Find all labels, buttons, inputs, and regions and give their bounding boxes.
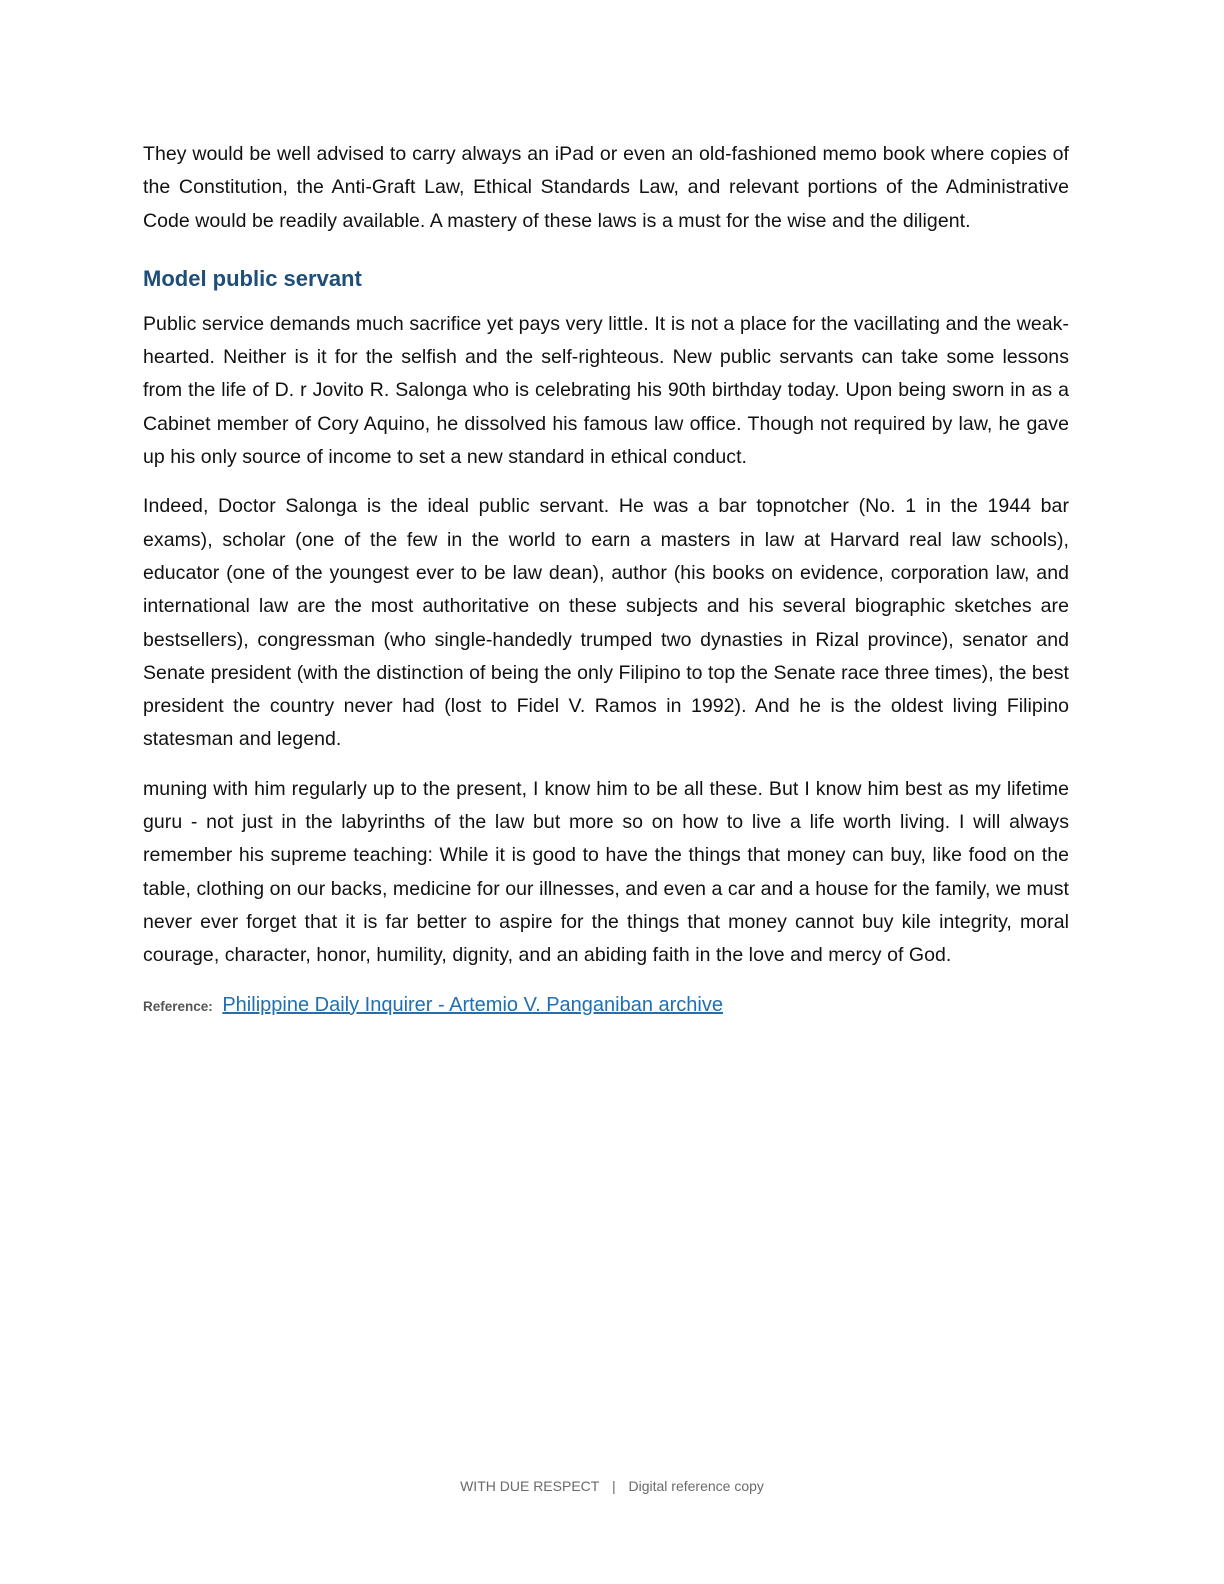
document-body	[143, 138, 1069, 1021]
page-footer	[0, 1478, 1224, 1494]
reference-label: Reference:	[143, 998, 213, 1014]
reference-line	[143, 991, 1069, 1021]
paragraph-ideal-servant: Indeed, Doctor Salonga is the ideal public servant. He was a bar topnotcher (No. 1 in the 1944 bar exams), scholar (one of the few in the world to earn a masters in law at Harvard real law schools), educator (one of the youngest ever to be law dean), author (his books on evidence, corporation law, and international law are the most authoritative on these subjects and his several biographic sketches are bestsellers), congressman (who single-handedly trumped two dynasties in Rizal province), senator and Senate president (with the distinction of being the only Filipino to top the Senate race three times), the best president the country never had (lost to Fidel V. Ramos in 1992). And he is the oldest living Filipino statesman and legend.	[143, 495, 1069, 751]
footer-title: WITH DUE RESPECT	[460, 1478, 600, 1494]
paragraph-intro: They would be well advised to carry always an iPad or even an old-fashioned memo book where copies of the Constitution, the Anti-Graft Law, Ethical Standards Law, and relevant portions of the Administrative Code would be readily available. A mastery of these laws is a must for the wise and the diligent.	[143, 143, 1069, 232]
footer-separator: |	[611, 1478, 616, 1494]
section-heading: Model public servant	[143, 265, 362, 291]
reference-link[interactable]: Philippine Daily Inquirer - Artemio V. Panganiban archive	[222, 993, 723, 1016]
paragraph-lifetime-guru: muning with him regularly up to the present, I know him to be all these. But I know him best as my lifetime guru - not just in the labyrinths of the law but more so on how to live a life worth living. I will always remember his supreme teaching: While it is good to have the things that money can buy, like food on the table, clothing on our backs, medicine for our illnesses, and even a car and a house for the family, we must never ever forget that it is far better to aspire for the things that money cannot buy kile integrity, moral courage, character, honor, humility, dignity, and an abiding faith in the love and mercy of God.	[143, 777, 1069, 967]
footer-subtitle: Digital reference copy	[628, 1478, 764, 1494]
paragraph-public-service: Public service demands much sacrifice yet pays very little. It is not a place for the vacillating and the weak-hearted. Neither is it for the selfish and the self-righteous. New public servants can take some lessons from the life of D. r Jovito R. Salonga who is celebrating his 90th birthday today. Upon being sworn in as a Cabinet member of Cory Aquino, he dissolved his famous law office. Though not required by law, he gave up his only source of income to set a new standard in ethical conduct.	[143, 312, 1069, 469]
